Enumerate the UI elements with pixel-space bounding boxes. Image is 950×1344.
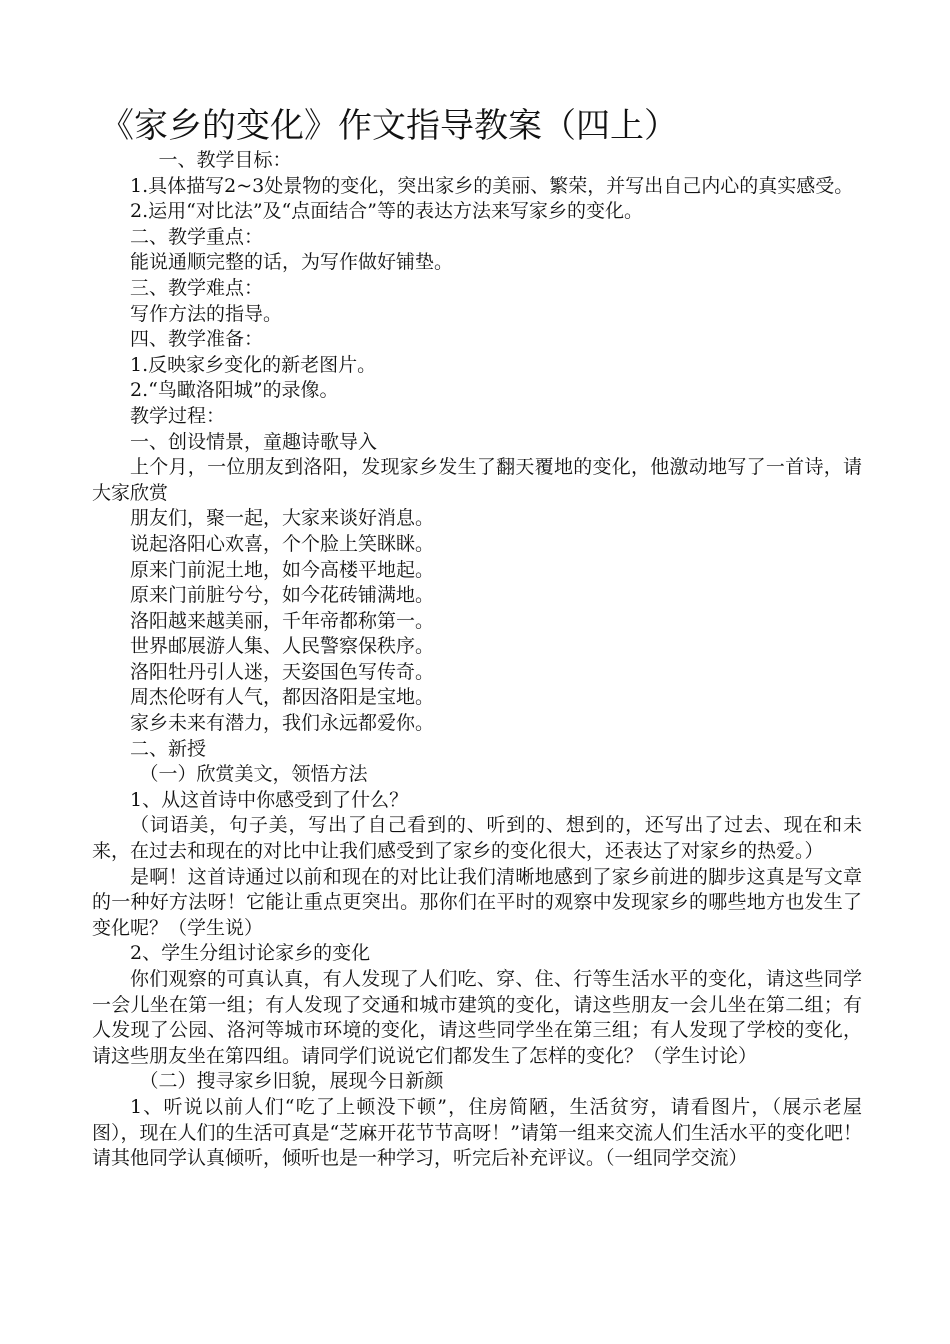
question-1: 1、从这首诗中你感受到了什么？ [130,788,409,811]
preparation-1: 1.反映家乡变化的新老图片。 [130,353,377,376]
section-heading-process: 教学过程： [130,404,226,427]
key-points-text: 能说通顺完整的话，为写作做好铺垫。 [130,251,454,274]
section-heading-objectives: 一、教学目标： [158,149,292,171]
step-2-heading: 二、新授 [130,737,207,760]
objective-2: 2.运用“对比法”及“点面结合”等的表达方法来写家乡的变化。 [130,200,643,223]
old-new-paragraph: 1、听说以前人们“吃了上顿没下顿”，住房简陋，生活贫穷，请看图片，（展示老屋图），现在人们的生活可真是“芝麻开花节节高呀！”请第一组来交流人们生活水平的变化吧！请其他同学认真倾听，倾听也是一种学习，听完后补充评议。（一组同学交流） [92,1095,862,1170]
group-discussion-paragraph: 你们观察的可真认真，有人发现了人们吃、穿、住、行等生活水平的变化，请这些同学一会儿坐在第一组；有人发现了交通和城市建筑的变化，请这些朋友一会儿坐在第二组；有人发现了公园、洛河等城市环境的变化，请这些同学坐在第三组；有人发现了学校的变化，请这些朋友坐在第四组。请同学们说说它们都发生了怎样的变化？（学生讨论） [92,968,862,1067]
preparation-2: 2.“鸟瞰洛阳城”的录像。 [130,379,339,402]
objective-1: 1.具体描写2~3处景物的变化，突出家乡的美丽、繁荣，并写出自己内心的真实感受。 [130,174,854,197]
poem-line: 朋友们，聚一起，大家来谈好消息。 [130,507,435,530]
document-body [92,148,862,1172]
poem-line: 周杰伦呀有人气，都因洛阳是宝地。 [130,686,435,709]
subsection-1-heading: （一）欣赏美文，领悟方法 [139,763,368,786]
section-heading-preparation: 四、教学准备： [130,328,264,351]
intro-paragraph: 上个月，一位朋友到洛阳，发现家乡发生了翻天覆地的变化，他激动地写了一首诗，请大家欣赏 [92,456,862,504]
poem-line: 洛阳越来越美丽，千年帝都称第一。 [130,609,435,632]
answer-paragraph: （词语美，句子美，写出了自己看到的、听到的、想到的，还写出了过去、现在和未来，在过去和现在的对比中让我们感受到了家乡的变化很大，还表达了对家乡的热爱。） [92,814,862,863]
subsection-2-heading: （二）搜寻家乡旧貌，展现今日新颜 [139,1070,444,1093]
section-heading-key-points: 二、教学重点： [130,225,264,248]
poem-line: 世界邮展游人集、人民警察保秩序。 [130,635,435,658]
poem-line: 原来门前脏兮兮，如今花砖铺满地。 [130,584,435,607]
difficulties-text: 写作方法的指导。 [130,302,283,325]
question-2: 2、学生分组讨论家乡的变化 [130,942,371,965]
step-1-heading: 一、创设情景，童趣诗歌导入 [130,430,378,453]
poem-line: 说起洛阳心欢喜，个个脸上笑眯眯。 [130,532,435,555]
commentary-paragraph: 是啊！这首诗通过以前和现在的对比让我们清晰地感到了家乡前进的脚步这真是写文章的一种好方法呀！它能让重点更突出。那你们在平时的观察中发现家乡的哪些地方也发生了变化呢？（学生说） [92,865,862,939]
poem-line: 原来门前泥土地，如今高楼平地起。 [130,558,435,581]
document-title: 《家乡的变化》作文指导教案（四上） [100,106,678,146]
section-heading-difficulties: 三、教学难点： [130,276,264,299]
poem-line: 家乡未来有潜力，我们永远都爱你。 [130,712,435,735]
poem-line: 洛阳牡丹引人迷，天姿国色写传奇。 [130,660,435,683]
